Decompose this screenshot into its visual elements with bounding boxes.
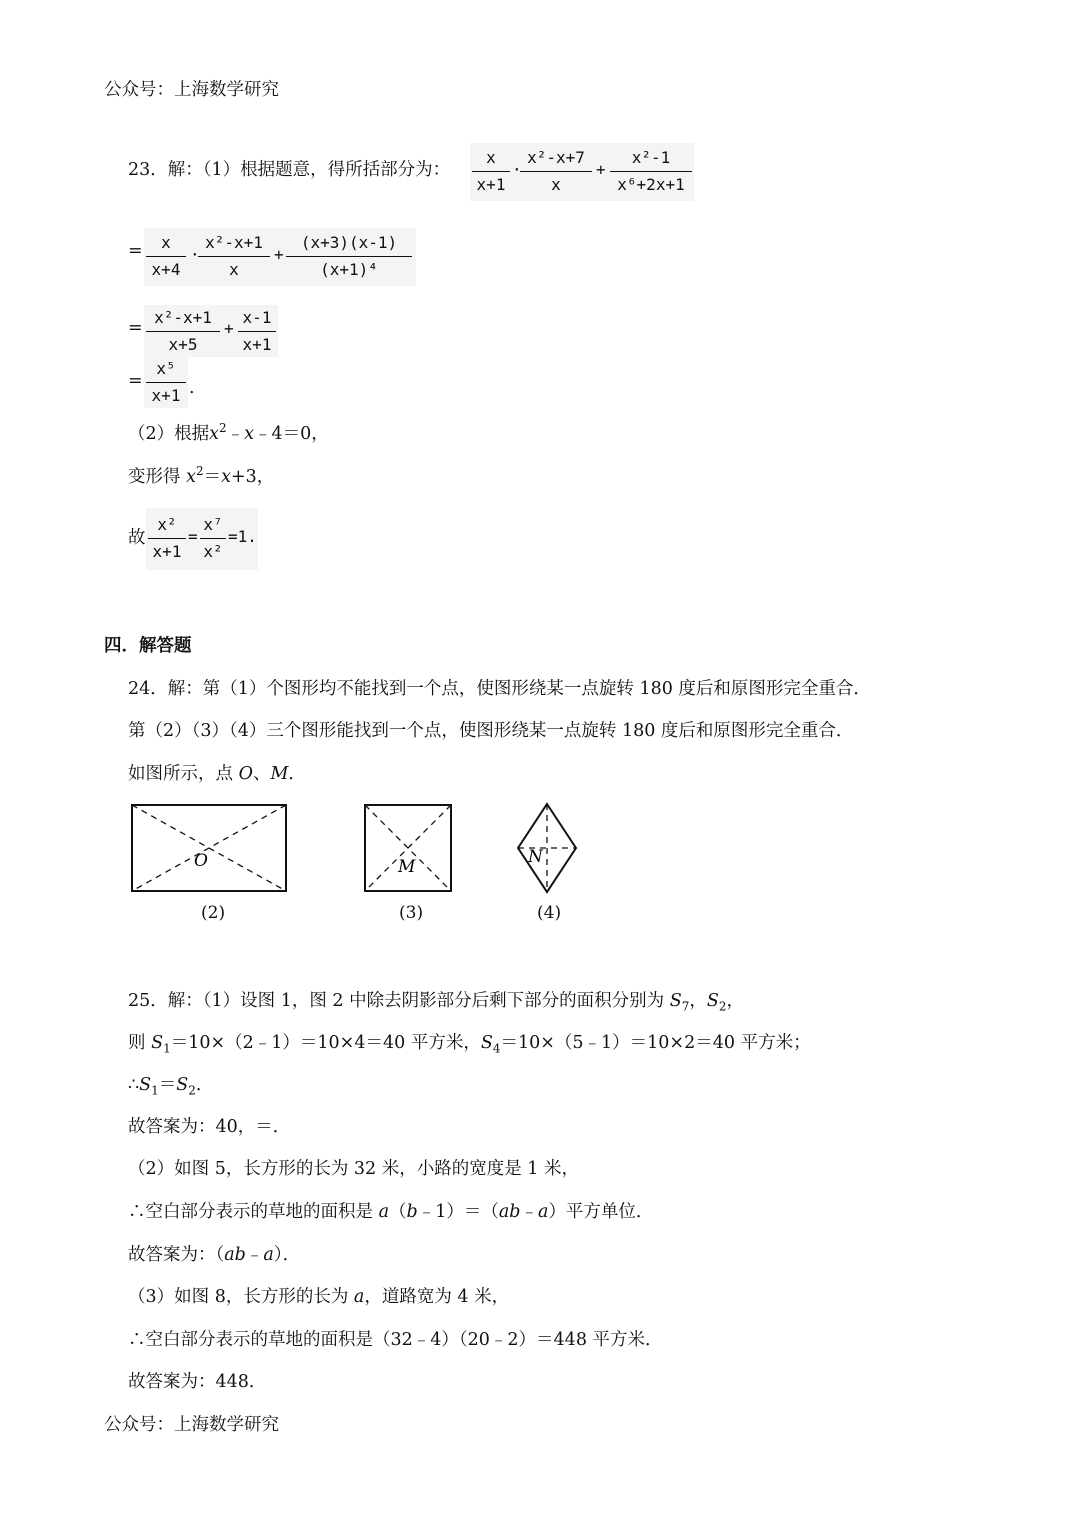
fraction: [286, 232, 412, 283]
center-point-label: M: [398, 857, 416, 877]
q25-line6: [128, 1200, 653, 1224]
text: ∴空白部分表示的草地的面积是: [128, 1202, 373, 1222]
var-x: x: [186, 467, 196, 487]
subscript: 7: [681, 999, 690, 1014]
numerator: (x+3)(x-1): [286, 232, 412, 257]
q24-line1: 24．解：第（1）个图形均不能找到一个点，使图形绕某一点旋转 180 度后和原图形完全重合．: [128, 679, 871, 699]
text: 故答案为：（: [128, 1245, 225, 1265]
text: ，道路宽为 4 米，: [364, 1287, 510, 1307]
center-point-label: N: [528, 847, 543, 867]
q23-step2: [144, 305, 278, 357]
var-x: x: [209, 424, 220, 444]
denominator: x+1: [152, 542, 182, 561]
q25-line3: [128, 1073, 213, 1097]
text: （3）如图 8，长方形的长为: [128, 1287, 349, 1307]
page-footer: 公众号：上海数学研究: [104, 1415, 279, 1435]
point-m: M: [270, 764, 289, 784]
numerator: x²-x+1: [146, 307, 220, 332]
figure-label: (4): [537, 903, 562, 923]
plus-operator: +: [224, 319, 234, 338]
numerator: x⁷: [200, 514, 226, 539]
denominator: x+1: [242, 335, 272, 354]
q25-answer3: 故答案为：448．: [128, 1372, 267, 1392]
q25-line9: ∴空白部分表示的草地的面积是（32﹣4）（20﹣2）＝448 平方米．: [128, 1330, 663, 1350]
denominator: x+5: [168, 335, 198, 354]
var-a: a: [353, 1287, 365, 1307]
var-x: x: [221, 467, 231, 487]
fraction: [200, 514, 226, 565]
text: ，: [689, 991, 707, 1011]
dot-operator: ·: [512, 160, 522, 179]
var-ab: ab: [498, 1202, 521, 1222]
plus-operator: +: [274, 245, 284, 264]
numerator: x-1: [238, 307, 276, 332]
section-title: 四．解答题: [104, 636, 192, 656]
numerator: x: [146, 232, 186, 257]
var-a: a: [263, 1245, 274, 1265]
var-s: S: [480, 1033, 493, 1053]
fraction: [238, 307, 276, 358]
numerator: x²: [148, 514, 186, 539]
var-ab: ab: [224, 1245, 246, 1265]
fraction: [148, 514, 186, 565]
q23-intro: 23．解：（1）根据题意，得所括部分为：: [128, 160, 451, 180]
q23-deform: [128, 465, 274, 489]
period: .: [189, 378, 195, 398]
text: ＝: [203, 467, 222, 487]
q25-line1: [128, 989, 744, 1013]
exponent: 2: [219, 421, 227, 436]
var-s: S: [151, 1033, 164, 1053]
plus-operator: +: [596, 160, 606, 179]
text: ，: [726, 991, 744, 1011]
denominator: x: [229, 260, 239, 279]
fraction: [146, 307, 220, 358]
subscript: 2: [188, 1083, 196, 1098]
q23-step3: [144, 356, 188, 408]
text: （2）根据: [128, 424, 210, 444]
var-a: a: [378, 1202, 390, 1222]
subscript: 2: [718, 999, 727, 1014]
equals-sign: =: [188, 527, 198, 546]
q25-answer1: 故答案为：40，＝．: [128, 1117, 291, 1137]
equals-one: =1.: [228, 527, 257, 546]
text: 25．解：（1）设图 1，图 2 中除去阴影部分后剩下部分的面积分别为: [128, 991, 665, 1011]
fraction: [198, 232, 270, 283]
dot-operator: ·: [190, 245, 200, 264]
text: ）．: [273, 1245, 301, 1265]
numerator: x²-x+7: [520, 147, 592, 172]
figure-square: [360, 800, 456, 896]
subscript: 1: [151, 1083, 159, 1098]
numerator: x: [472, 147, 510, 172]
q23-part2-condition: [128, 422, 329, 446]
q25-line5: （2）如图 5，长方形的长为 32 米，小路的宽度是 1 米，: [128, 1159, 579, 1179]
exponent: 2: [195, 464, 204, 479]
var-s: S: [176, 1075, 189, 1095]
q23-final-expression: [146, 508, 258, 570]
text: ﹣: [226, 424, 245, 444]
q23-final-lead: 故: [128, 528, 146, 548]
text: ﹣4＝0，: [254, 424, 329, 444]
figure-label: (2): [201, 903, 226, 923]
var-s: S: [139, 1075, 152, 1095]
figure-rectangle: [128, 800, 290, 896]
denominator: x+4: [151, 260, 181, 279]
text: ﹣: [520, 1202, 538, 1222]
numerator: x²-x+1: [198, 232, 270, 257]
q25-line8: [128, 1285, 509, 1309]
denominator: x+1: [151, 386, 181, 405]
text: ﹣: [245, 1245, 264, 1265]
denominator: x⁶+2x+1: [617, 175, 685, 194]
var-s: S: [669, 991, 682, 1011]
subscript: 1: [163, 1041, 171, 1056]
numerator: x⁵: [146, 358, 186, 383]
text: ．: [288, 764, 306, 784]
text: ）平方单位．: [548, 1202, 654, 1222]
fraction: [520, 147, 592, 198]
denominator: x²: [203, 542, 223, 561]
fraction: [472, 147, 510, 198]
text: ＝10×（2﹣1）＝10×4＝40 平方米，: [170, 1033, 481, 1053]
fraction: [146, 358, 186, 409]
var-b: b: [406, 1202, 418, 1222]
denominator: x+1: [476, 175, 506, 194]
equals-sign: =: [128, 241, 143, 261]
text: ﹣1）＝（: [417, 1202, 499, 1222]
point-o: O: [238, 764, 253, 784]
subscript: 4: [492, 1041, 501, 1056]
q24-line2: 第（2）（3）（4）三个图形能找到一个点，使图形绕某一点旋转 180 度后和原图形完全重合．: [128, 721, 854, 741]
numerator: x²-1: [610, 147, 692, 172]
text: +3，: [230, 467, 275, 487]
text: 则: [128, 1033, 146, 1053]
center-point-label: O: [194, 851, 208, 871]
q23-expression-top: [470, 143, 694, 201]
equals-sign: =: [128, 318, 143, 338]
therefore-symbol: ∴: [128, 1075, 140, 1095]
var-s: S: [706, 991, 719, 1011]
q25-line2: [128, 1031, 811, 1055]
text: ．: [195, 1075, 214, 1095]
page-header: 公众号：上海数学研究: [104, 80, 279, 100]
fraction: [146, 232, 186, 283]
denominator: x: [551, 175, 561, 194]
fraction: [610, 147, 692, 198]
q23-step1: [144, 228, 416, 286]
text: ＝10×（5﹣1）＝10×2＝40 平方米；: [500, 1033, 811, 1053]
equals-sign: =: [128, 371, 143, 391]
text: 如图所示，点: [128, 764, 233, 784]
q25-answer2: [128, 1243, 300, 1267]
text: ＝: [158, 1075, 177, 1095]
text: 变形得: [128, 467, 181, 487]
text: （: [389, 1202, 407, 1222]
figure-rhombus: [514, 800, 580, 896]
var-x: x: [244, 424, 255, 444]
text: 、: [252, 764, 271, 784]
q24-line3: [128, 762, 306, 786]
figure-label: (3): [399, 903, 424, 923]
var-a: a: [538, 1202, 549, 1222]
denominator: (x+1)⁴: [320, 260, 378, 279]
